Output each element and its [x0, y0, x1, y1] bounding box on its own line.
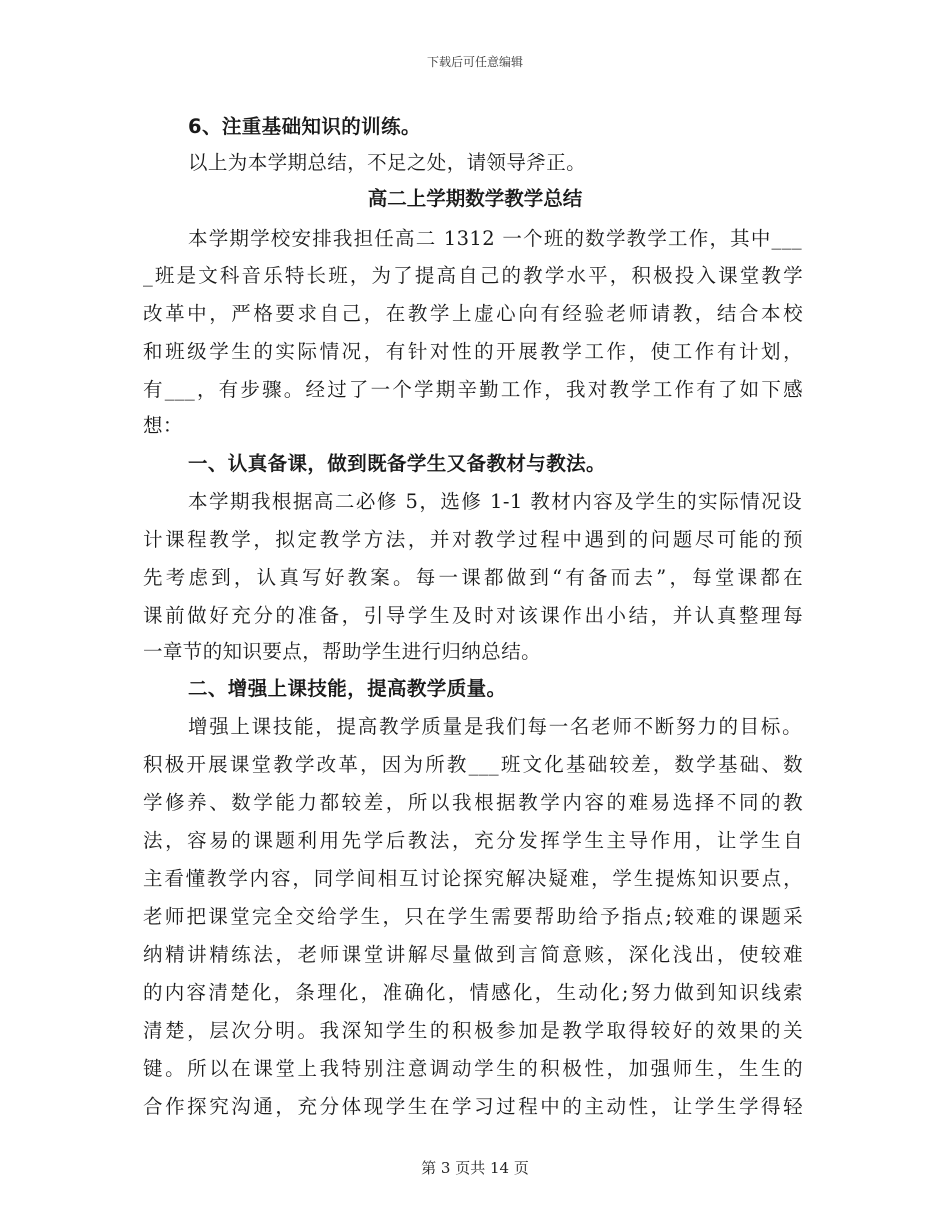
- paragraph-line: 主看懂教学内容，同学间相互讨论探究解决疑难，学生提炼知识要点，: [143, 867, 803, 890]
- paragraph-line: 的内容清楚化，条理化，准确化，情感化，生动化;努力做到知识线索: [143, 981, 803, 1004]
- page-title: 高二上学期数学教学总结: [367, 187, 583, 210]
- paragraph-line: 学修养、数学能力都较差，所以我根据教学内容的难易选择不同的教: [143, 791, 803, 814]
- section-heading-1: 一、认真备课，做到既备学生又备教材与教法。: [188, 452, 606, 475]
- paragraph-line: 纳精讲精练法，老师课堂讲解尽量做到言简意赅，深化浅出，使较难: [143, 943, 803, 966]
- paragraph-line: 老师把课堂完全交给学生，只在学生需要帮助给予指点;较难的课题采: [143, 905, 803, 928]
- page-footer: 第 3 页共 14 页: [421, 1159, 529, 1177]
- section-heading-2: 二、增强上课技能，提高教学质量。: [188, 677, 507, 700]
- list-item-6: 6、注重基础知识的训练。: [188, 115, 421, 138]
- paragraph-line: 增强上课技能，提高教学质量是我们每一名老师不断努力的目标。: [188, 715, 802, 738]
- paragraph-line: 本学期我根据高二必修 5，选修 1-1 教材内容及学生的实际情况设: [188, 490, 802, 513]
- paragraph-line: 改革中，严格要求自己，在教学上虚心向有经验老师请教，结合本校: [143, 302, 803, 325]
- paragraph-line: 先考虑到，认真写好教案。每一课都做到“有备而去”，每堂课都在: [143, 566, 803, 589]
- paragraph-line: 本学期学校安排我担任高二 1312 一个班的数学教学工作，其中___: [188, 227, 802, 250]
- paragraph-line: 一章节的知识要点，帮助学生进行归纳总结。: [143, 640, 542, 663]
- paragraph-line: 积极开展课堂教学改革，因为所教___班文化基础较差，数学基础、数: [143, 753, 803, 776]
- paragraph-line: 键。所以在课堂上我特别注意调动学生的积极性，加强师生，生生的: [143, 1057, 803, 1080]
- paragraph-line: 有___，有步骤。经过了一个学期辛勤工作，我对教学工作有了如下感: [143, 378, 803, 401]
- paragraph-line: 和班级学生的实际情况，有针对性的开展教学工作，使工作有计划，: [143, 340, 803, 363]
- paragraph-line: 课前做好充分的准备，引导学生及时对该课作出小结，并认真整理每: [143, 604, 803, 627]
- closing-line: 以上为本学期总结，不足之处，请领导斧正。: [188, 151, 587, 174]
- paragraph-line: 想：: [143, 414, 183, 437]
- paragraph-line: 计课程教学，拟定教学方法，并对教学过程中遇到的问题尽可能的预: [143, 528, 803, 551]
- paragraph-line: 清楚，层次分明。我深知学生的积极参加是教学取得较好的效果的关: [143, 1019, 803, 1042]
- paragraph-line: 法，容易的课题利用先学后教法，充分发挥学生主导作用，让学生自: [143, 829, 803, 852]
- paragraph-line: 合作探究沟通，充分体现学生在学习过程中的主动性，让学生学得轻: [143, 1095, 803, 1118]
- page-header: 下载后可任意编辑: [426, 55, 523, 69]
- paragraph-line: _班是文科音乐特长班，为了提高自己的教学水平，积极投入课堂教学: [143, 264, 803, 287]
